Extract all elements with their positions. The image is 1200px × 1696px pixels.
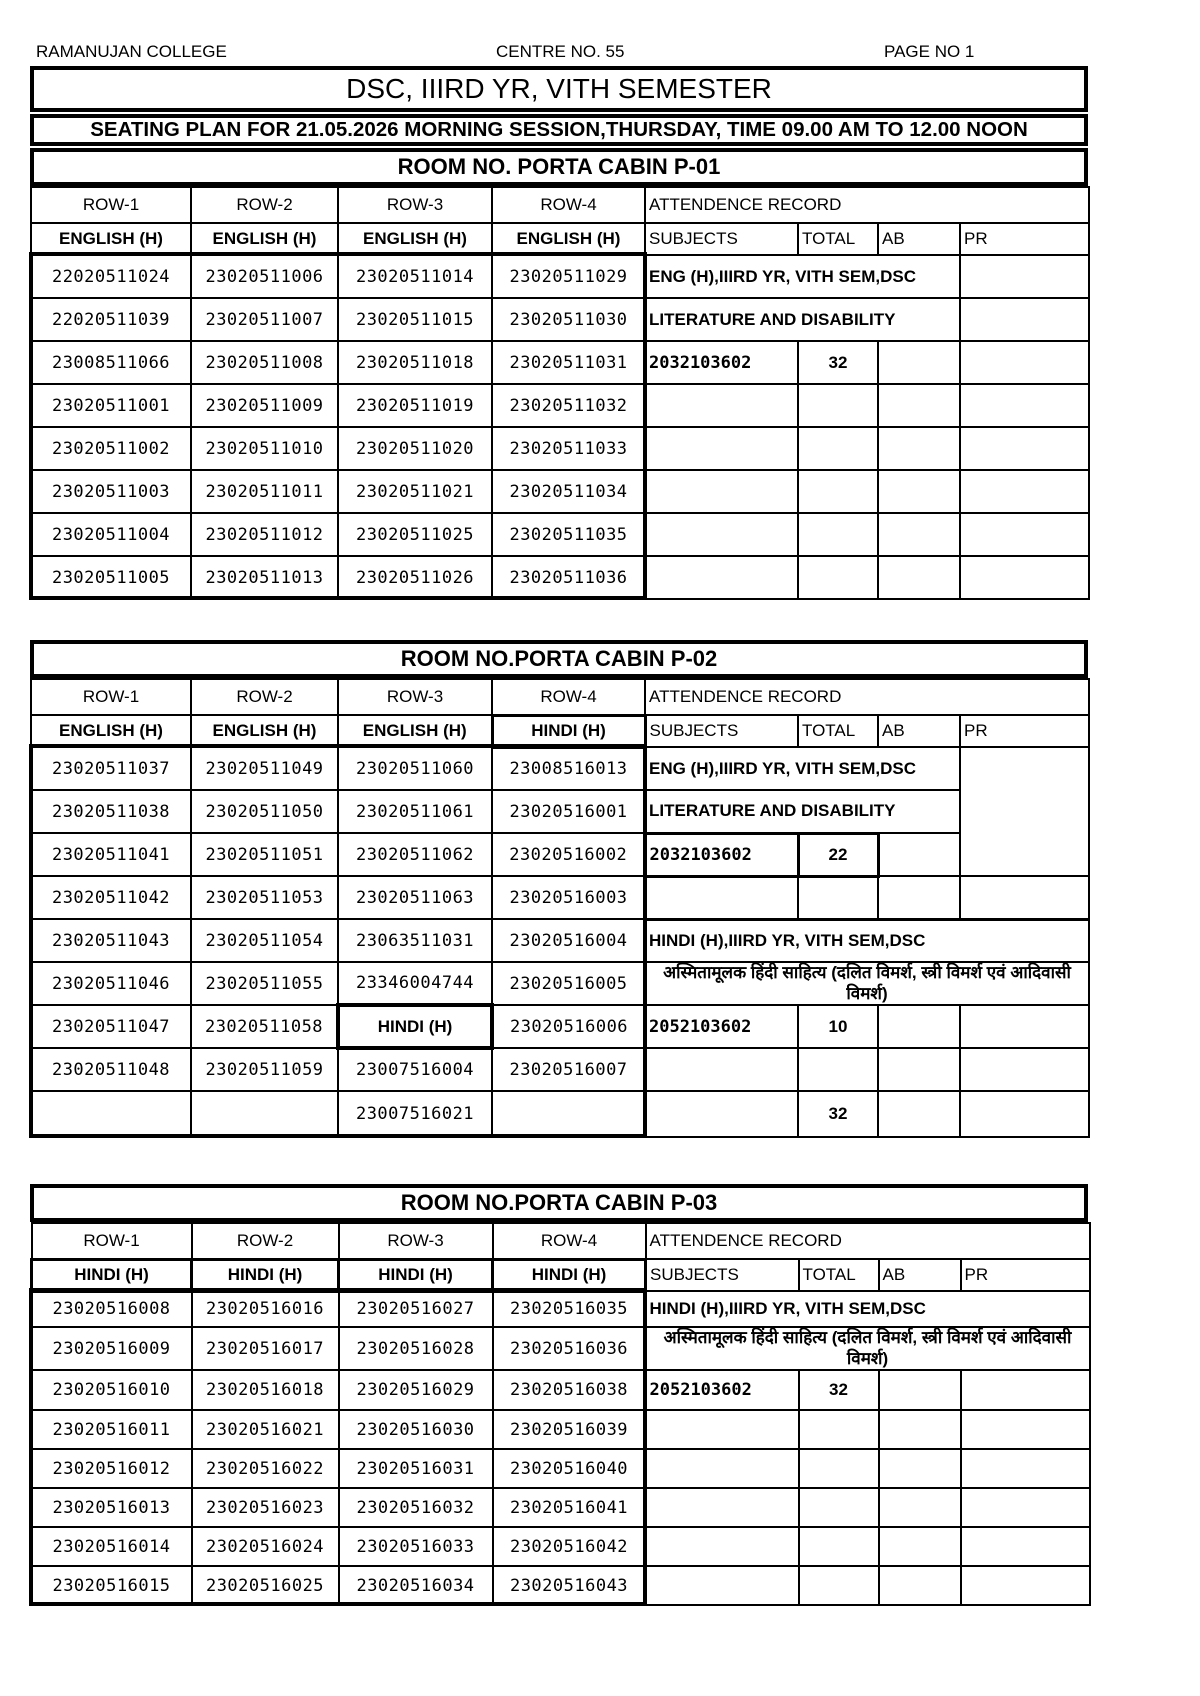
empty-cell xyxy=(799,1449,879,1488)
session-title: SEATING PLAN FOR 21.05.2026 MORNING SESSION,THURSDAY, TIME 09.00 AM TO 12.00 NOON xyxy=(30,114,1088,146)
pr-cell xyxy=(960,341,1089,384)
seat-cell: 23020516042 xyxy=(493,1527,646,1566)
row-3-label: ROW-3 xyxy=(338,187,492,223)
seat-cell: 23020516018 xyxy=(192,1370,339,1410)
empty-cell xyxy=(645,876,798,919)
empty-cell xyxy=(878,427,960,470)
pr-cell xyxy=(961,1370,1090,1410)
seat-cell: 23020511035 xyxy=(492,513,645,556)
paper-name-hindi: अस्मितामूलक हिंदी साहित्य (दलित विमर्श, स्त्री विमर्श एवं आदिवासी विमर्श) xyxy=(646,1327,1090,1370)
seat-cell: 23020516012 xyxy=(32,1449,192,1488)
row-4-subject: HINDI (H) xyxy=(492,715,645,747)
row-3-subject: ENGLISH (H) xyxy=(338,223,492,255)
empty-cell xyxy=(960,255,1089,298)
empty-cell xyxy=(799,1488,879,1527)
seat-cell: 23020511063 xyxy=(338,876,492,919)
empty-cell xyxy=(799,1410,879,1449)
subject-name: ENG (H),IIIRD YR, VITH SEM,DSC xyxy=(645,255,960,298)
seat-cell: 23020511042 xyxy=(31,876,191,919)
pr-header: PR xyxy=(961,1259,1090,1291)
empty-cell xyxy=(878,876,960,919)
seat-cell: 23020516023 xyxy=(192,1488,339,1527)
empty-cell xyxy=(799,1566,879,1605)
seat-cell: 23020516034 xyxy=(339,1566,493,1605)
seat-cell: 23020516021 xyxy=(192,1410,339,1449)
empty-cell xyxy=(798,384,878,427)
seat-cell: 23020516014 xyxy=(32,1527,192,1566)
empty-cell xyxy=(960,876,1089,919)
row-4-label: ROW-4 xyxy=(493,1223,646,1259)
empty-cell xyxy=(960,384,1089,427)
empty-cell xyxy=(646,1566,799,1605)
seat-cell: 23020516004 xyxy=(492,919,645,962)
row-1-label: ROW-1 xyxy=(32,1223,192,1259)
empty-cell xyxy=(645,1091,798,1137)
empty-cell xyxy=(960,298,1089,341)
seating-table xyxy=(30,678,1090,1138)
total-header: TOTAL xyxy=(799,1259,879,1291)
seat-cell: 23020516003 xyxy=(492,876,645,919)
empty-cell xyxy=(961,1527,1090,1566)
row-3-label: ROW-3 xyxy=(339,1223,493,1259)
seat-cell: 23020516038 xyxy=(493,1370,646,1410)
seat-cell: 23020516007 xyxy=(492,1048,645,1091)
seat-cell: 23020516024 xyxy=(192,1527,339,1566)
seat-cell: 23020511048 xyxy=(31,1048,191,1091)
subject-name: ENG (H),IIIRD YR, VITH SEM,DSC xyxy=(645,747,960,790)
empty-cell xyxy=(961,1410,1090,1449)
row-2-subject: HINDI (H) xyxy=(192,1259,339,1291)
row-4-label: ROW-4 xyxy=(492,187,645,223)
subjects-header: SUBJECTS xyxy=(646,1259,799,1291)
centre-number: CENTRE NO. 55 xyxy=(496,42,625,61)
seat-cell: 23008511066 xyxy=(31,341,191,384)
seat-cell: 23020511020 xyxy=(338,427,492,470)
seat-cell: 23020511025 xyxy=(338,513,492,556)
seat-cell: 23346004744 xyxy=(338,962,492,1005)
seat-cell: 23020511049 xyxy=(191,747,338,790)
seat-cell: 23020516009 xyxy=(32,1327,192,1370)
seat-cell: 23020516031 xyxy=(339,1449,493,1488)
seat-cell: 23020511004 xyxy=(31,513,191,556)
empty-cell xyxy=(879,1488,961,1527)
seat-cell: 23063511031 xyxy=(338,919,492,962)
grand-total: 32 xyxy=(798,1091,878,1137)
seat-cell: 23007516004 xyxy=(338,1048,492,1091)
row-2-label: ROW-2 xyxy=(191,679,338,715)
seat-cell: 23020511051 xyxy=(191,833,338,876)
empty-cell xyxy=(961,1566,1090,1605)
empty-cell xyxy=(878,384,960,427)
seat-cell: 23020516015 xyxy=(32,1566,192,1605)
seat-cell: 23020511046 xyxy=(31,962,191,1005)
empty-cell xyxy=(879,1566,961,1605)
attendance-label: ATTENDENCE RECORD xyxy=(645,187,1089,223)
seat-cell: 23020516030 xyxy=(339,1410,493,1449)
attendance-label: ATTENDENCE RECORD xyxy=(645,679,1089,715)
empty-cell xyxy=(879,1527,961,1566)
seat-cell: 23020511029 xyxy=(492,255,645,298)
empty-cell xyxy=(798,556,878,599)
seat-cell: 22020511039 xyxy=(31,298,191,341)
seat-cell: 23020511013 xyxy=(191,556,338,599)
empty-cell xyxy=(879,1410,961,1449)
seat-cell: 23020516039 xyxy=(493,1410,646,1449)
seat-cell: 23020511021 xyxy=(338,470,492,513)
page-number: PAGE NO 1 xyxy=(884,42,975,61)
paper-code-hindi: 2052103602 xyxy=(646,1370,799,1410)
total-header: TOTAL xyxy=(798,223,878,255)
attendance-label: ATTENDENCE RECORD xyxy=(646,1223,1090,1259)
seat-cell: 23020511060 xyxy=(338,747,492,790)
ab-cell xyxy=(878,341,960,384)
seating-table xyxy=(30,1222,1091,1606)
ab-cell xyxy=(878,833,960,876)
empty-cell xyxy=(645,470,798,513)
seat-cell: 23020516040 xyxy=(493,1449,646,1488)
empty-cell xyxy=(878,1048,960,1091)
seat-cell: 23020511041 xyxy=(31,833,191,876)
row-3-subject-change: HINDI (H) xyxy=(338,1005,492,1048)
seat-cell: 23020516006 xyxy=(492,1005,645,1048)
seat-cell: 23020516043 xyxy=(493,1566,646,1605)
seat-cell: 23020516022 xyxy=(192,1449,339,1488)
seat-cell: 23020511031 xyxy=(492,341,645,384)
seat-cell: 23020511005 xyxy=(31,556,191,599)
total-value-hindi: 10 xyxy=(798,1005,878,1048)
seat-cell: 23020511009 xyxy=(191,384,338,427)
room-title: ROOM NO.PORTA CABIN P-03 xyxy=(30,1184,1088,1222)
college-name: RAMANUJAN COLLEGE xyxy=(36,42,227,61)
seat-cell: 23020516028 xyxy=(339,1327,493,1370)
pr-cell xyxy=(960,1005,1089,1048)
row-3-subject: ENGLISH (H) xyxy=(338,715,492,747)
seat-cell: 23020511006 xyxy=(191,255,338,298)
seat-cell xyxy=(492,1091,645,1137)
seat-cell: 23020511062 xyxy=(338,833,492,876)
row-4-subject: HINDI (H) xyxy=(493,1259,646,1291)
seat-cell: 23020516011 xyxy=(32,1410,192,1449)
room-title: ROOM NO.PORTA CABIN P-02 xyxy=(30,640,1088,678)
empty-cell xyxy=(960,1048,1089,1091)
row-1-label: ROW-1 xyxy=(31,187,191,223)
seat-cell: 23020511050 xyxy=(191,790,338,833)
empty-cell xyxy=(960,427,1089,470)
paper-name: LITERATURE AND DISABILITY xyxy=(645,790,960,833)
pr-header: PR xyxy=(960,223,1089,255)
empty-cell xyxy=(961,1449,1090,1488)
seat-cell: 23020511008 xyxy=(191,341,338,384)
total-header: TOTAL xyxy=(798,715,878,747)
seat-cell: 23020511053 xyxy=(191,876,338,919)
empty-cell xyxy=(798,427,878,470)
seat-cell: 23020511061 xyxy=(338,790,492,833)
row-1-label: ROW-1 xyxy=(31,679,191,715)
seat-cell: 23020511026 xyxy=(338,556,492,599)
empty-cell xyxy=(645,1048,798,1091)
seat-cell: 23020516035 xyxy=(493,1291,646,1327)
seat-cell: 23020511003 xyxy=(31,470,191,513)
empty-cell xyxy=(960,556,1089,599)
row-1-subject: HINDI (H) xyxy=(32,1259,192,1291)
empty-cell xyxy=(645,384,798,427)
seat-cell: 23020511033 xyxy=(492,427,645,470)
ab-header: AB xyxy=(879,1259,961,1291)
seat-cell: 23020516005 xyxy=(492,962,645,1005)
seat-cell: 23020511034 xyxy=(492,470,645,513)
row-1-subject: ENGLISH (H) xyxy=(31,715,191,747)
ab-header: AB xyxy=(878,715,960,747)
empty-cell xyxy=(799,1527,879,1566)
seat-cell: 23020511010 xyxy=(191,427,338,470)
seat-cell: 23020516041 xyxy=(493,1488,646,1527)
ab-cell xyxy=(878,1005,960,1048)
seat-cell: 23020516025 xyxy=(192,1566,339,1605)
empty-cell xyxy=(645,427,798,470)
seat-cell xyxy=(31,1091,191,1137)
seat-cell: 23020516032 xyxy=(339,1488,493,1527)
seat-cell: 23020511002 xyxy=(31,427,191,470)
empty-cell xyxy=(646,1527,799,1566)
room-title: ROOM NO. PORTA CABIN P-01 xyxy=(30,148,1088,186)
seat-cell: 23020511012 xyxy=(191,513,338,556)
empty-cell xyxy=(960,747,1089,876)
seat-cell: 23020516029 xyxy=(339,1370,493,1410)
main-title: DSC, IIIRD YR, VITH SEMESTER xyxy=(30,66,1088,112)
seat-cell: 23020511014 xyxy=(338,255,492,298)
empty-cell xyxy=(646,1449,799,1488)
empty-cell xyxy=(646,1410,799,1449)
empty-cell xyxy=(961,1488,1090,1527)
row-3-label: ROW-3 xyxy=(338,679,492,715)
seat-cell: 23020511018 xyxy=(338,341,492,384)
seat-cell: 23020516001 xyxy=(492,790,645,833)
empty-cell xyxy=(798,876,878,919)
subjects-header: SUBJECTS xyxy=(645,715,798,747)
seat-cell: 23020511030 xyxy=(492,298,645,341)
paper-code-hindi: 2052103602 xyxy=(645,1005,798,1048)
empty-cell xyxy=(878,556,960,599)
seat-cell: 23020516013 xyxy=(32,1488,192,1527)
row-3-subject: HINDI (H) xyxy=(339,1259,493,1291)
seat-cell: 23020516033 xyxy=(339,1527,493,1566)
pr-header: PR xyxy=(960,715,1089,747)
seat-cell: 23020511032 xyxy=(492,384,645,427)
subject-name-hindi: HINDI (H),IIIRD YR, VITH SEM,DSC xyxy=(646,1291,1090,1327)
seat-cell: 23020511037 xyxy=(31,747,191,790)
paper-code: 2032103602 xyxy=(645,833,798,876)
seat-cell: 23020511007 xyxy=(191,298,338,341)
paper-name-hindi: अस्मितामूलक हिंदी साहित्य (दलित विमर्श, स्त्री विमर्श एवं आदिवासी विमर्श) xyxy=(645,962,1089,1005)
seat-cell: 23008516013 xyxy=(492,747,645,790)
page-header xyxy=(36,42,1088,64)
seat-cell: 23020516027 xyxy=(339,1291,493,1327)
empty-cell xyxy=(646,1488,799,1527)
ab-cell xyxy=(879,1370,961,1410)
seat-cell: 23020511043 xyxy=(31,919,191,962)
ab-header: AB xyxy=(878,223,960,255)
empty-cell xyxy=(960,470,1089,513)
seat-cell: 23020511047 xyxy=(31,1005,191,1048)
total-value: 22 xyxy=(798,833,878,876)
paper-name: LITERATURE AND DISABILITY xyxy=(645,298,960,341)
empty-cell xyxy=(798,1048,878,1091)
seat-cell: 22020511024 xyxy=(31,255,191,298)
empty-cell xyxy=(960,1091,1089,1137)
seat-cell: 23020511038 xyxy=(31,790,191,833)
row-4-label: ROW-4 xyxy=(492,679,645,715)
empty-cell xyxy=(878,470,960,513)
seat-cell: 23020511058 xyxy=(191,1005,338,1048)
row-1-subject: ENGLISH (H) xyxy=(31,223,191,255)
empty-cell xyxy=(798,513,878,556)
seat-cell: 23020516017 xyxy=(192,1327,339,1370)
total-value-hindi: 32 xyxy=(799,1370,879,1410)
seat-cell: 23020511036 xyxy=(492,556,645,599)
total-value: 32 xyxy=(798,341,878,384)
seat-cell: 23007516021 xyxy=(338,1091,492,1137)
seat-cell: 23020511011 xyxy=(191,470,338,513)
empty-cell xyxy=(645,556,798,599)
seat-cell: 23020511001 xyxy=(31,384,191,427)
seat-cell: 23020511055 xyxy=(191,962,338,1005)
seating-table xyxy=(30,186,1090,600)
subjects-header: SUBJECTS xyxy=(645,223,798,255)
row-2-label: ROW-2 xyxy=(191,187,338,223)
row-4-subject: ENGLISH (H) xyxy=(492,223,645,255)
seat-cell: 23020516010 xyxy=(32,1370,192,1410)
seat-cell: 23020511015 xyxy=(338,298,492,341)
subject-name-hindi: HINDI (H),IIIRD YR, VITH SEM,DSC xyxy=(645,919,1089,962)
seat-cell: 23020511059 xyxy=(191,1048,338,1091)
row-2-subject: ENGLISH (H) xyxy=(191,715,338,747)
seat-cell xyxy=(191,1091,338,1137)
row-2-subject: ENGLISH (H) xyxy=(191,223,338,255)
empty-cell xyxy=(798,470,878,513)
row-2-label: ROW-2 xyxy=(192,1223,339,1259)
seat-cell: 23020516002 xyxy=(492,833,645,876)
seat-cell: 23020516016 xyxy=(192,1291,339,1327)
empty-cell xyxy=(878,1091,960,1137)
seat-cell: 23020511054 xyxy=(191,919,338,962)
paper-code: 2032103602 xyxy=(645,341,798,384)
seat-cell: 23020516008 xyxy=(32,1291,192,1327)
empty-cell xyxy=(960,513,1089,556)
empty-cell xyxy=(645,513,798,556)
seat-cell: 23020516036 xyxy=(493,1327,646,1370)
empty-cell xyxy=(878,513,960,556)
empty-cell xyxy=(879,1449,961,1488)
seat-cell: 23020511019 xyxy=(338,384,492,427)
